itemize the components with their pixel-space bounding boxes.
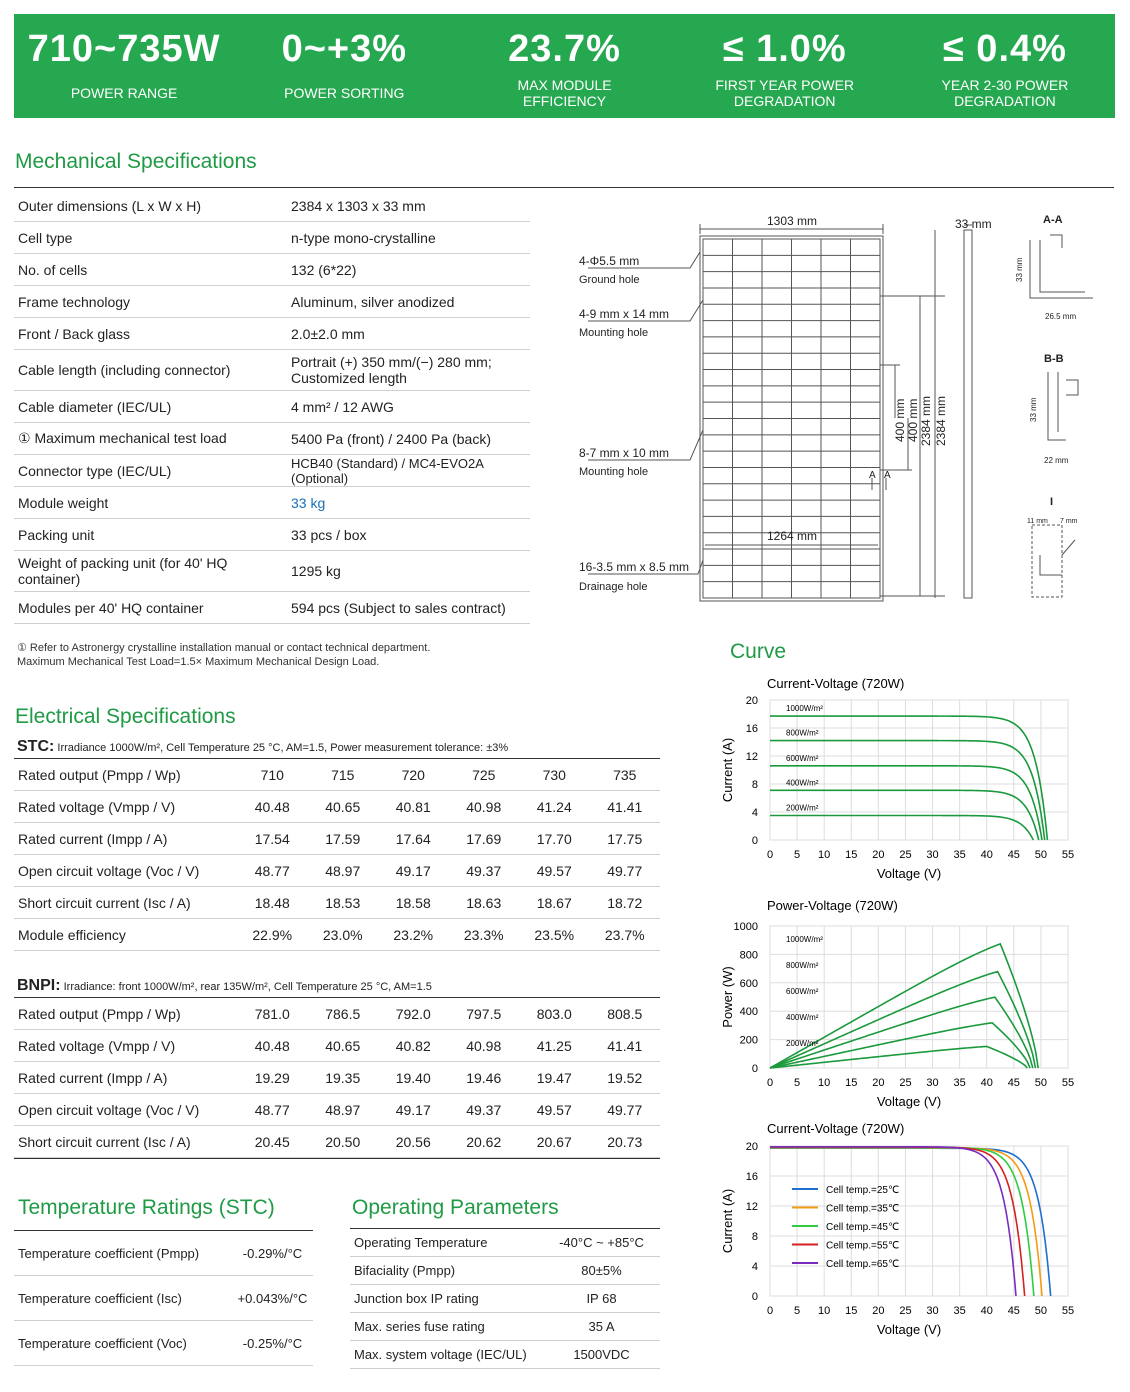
table-row <box>350 1285 660 1313</box>
row-value: 792.0 <box>378 998 449 1030</box>
hole-drainage: 16-3.5 mm x 8.5 mm <box>579 560 690 574</box>
row-value: 40.98 <box>449 1030 520 1062</box>
row-value: 781.0 <box>237 998 308 1030</box>
row-value: 735 <box>590 759 661 791</box>
hole-mounting2: 8-7 mm x 10 mm <box>579 446 670 460</box>
row-value: 40.65 <box>308 1030 379 1062</box>
table-row <box>14 759 660 791</box>
dim-inner: 1264 mm <box>766 529 818 543</box>
row-value: 49.37 <box>449 855 520 887</box>
y-tick-label: 12 <box>745 1201 758 1213</box>
x-tick-label: 35 <box>953 1077 966 1089</box>
x-tick-label: 5 <box>794 1077 801 1089</box>
x-tick-label: 30 <box>926 1077 939 1089</box>
plot-area <box>770 700 1068 840</box>
table-row <box>14 455 530 487</box>
row-value: 1500VDC <box>543 1341 660 1369</box>
row-value: 20.56 <box>378 1126 449 1158</box>
mechanical-title: Mechanical Specifications <box>15 150 257 173</box>
row-label: Short circuit current (Isc / A) <box>14 887 237 919</box>
x-tick-label: 45 <box>1007 1305 1020 1317</box>
legend-label: Cell temp.=45℃ <box>826 1222 900 1233</box>
x-tick-label: 10 <box>818 1305 831 1317</box>
kpi-label: POWER SORTING <box>284 85 405 101</box>
row-value: 17.64 <box>378 823 449 855</box>
x-tick-label: 20 <box>872 1077 885 1089</box>
series-label: 600W/m² <box>786 753 819 763</box>
row-value: n-type mono-crystalline <box>287 222 530 254</box>
temperature-table <box>14 1231 313 1366</box>
row-label: Temperature coefficient (Voc) <box>14 1321 232 1366</box>
row-value: 20.50 <box>308 1126 379 1158</box>
y-axis-label: Current (A) <box>720 1188 735 1254</box>
y-tick-label: 8 <box>751 1231 758 1243</box>
kpi-value: 0~+3% <box>281 28 408 70</box>
dim-2384b: 2384 mm <box>934 395 948 446</box>
row-value: 19.35 <box>308 1062 379 1094</box>
section-aa: A-A <box>1043 214 1063 226</box>
x-tick-label: 55 <box>1061 849 1075 861</box>
row-value: 49.17 <box>378 855 449 887</box>
hole-mounting2-sub: Mounting hole <box>579 466 649 478</box>
table-row <box>14 1321 313 1366</box>
y-tick-label: 4 <box>751 807 758 819</box>
chart-title: Power-Voltage (720W) <box>767 898 898 913</box>
footnote-1: ① Refer to Astronergy crystalline installation manual or contact technical department. <box>17 642 431 654</box>
row-value: -0.25%/°C <box>232 1321 313 1366</box>
x-tick-label: 0 <box>766 1305 774 1317</box>
row-label: Temperature coefficient (Pmpp) <box>14 1231 232 1276</box>
row-value: 48.97 <box>308 855 379 887</box>
x-tick-label: 25 <box>899 1305 912 1317</box>
kpi-label: FIRST YEAR POWER DEGRADATION <box>715 77 855 109</box>
x-tick-label: 45 <box>1007 1077 1020 1089</box>
row-value: 18.63 <box>449 887 520 919</box>
dim-400a: 400 mm <box>893 398 907 442</box>
row-value: 33 pcs / box <box>287 519 530 551</box>
chart-title: Current-Voltage (720W) <box>767 676 905 691</box>
kpi-label: POWER RANGE <box>70 85 178 101</box>
row-value: 40.65 <box>308 791 379 823</box>
row-label: Rated output (Pmpp / Wp) <box>14 759 237 791</box>
table-row <box>14 391 530 423</box>
hole-ground-sub: Ground hole <box>579 274 640 286</box>
row-label: Frame technology <box>14 286 287 318</box>
table-row <box>14 519 530 551</box>
row-value: IP 68 <box>543 1285 660 1313</box>
section-i: I <box>1050 496 1054 508</box>
table-row <box>14 286 530 318</box>
dim-width: 1303 mm <box>766 214 818 228</box>
row-label: Rated current (Impp / A) <box>14 823 237 855</box>
row-label: Short circuit current (Isc / A) <box>14 1126 237 1158</box>
table-row <box>14 1062 660 1094</box>
row-value: 41.25 <box>519 1030 590 1062</box>
row-value: 730 <box>519 759 590 791</box>
bnpi-sub: Irradiance: front 1000W/m², rear 135W/m², Cell Temperature 25 °C, AM=1.5 <box>60 981 432 993</box>
y-tick-label: 8 <box>751 779 758 791</box>
row-value: 803.0 <box>519 998 590 1030</box>
electrical-title: Electrical Specifications <box>15 705 236 728</box>
y-tick-label: 20 <box>745 1141 758 1153</box>
row-value: 19.52 <box>590 1062 661 1094</box>
kpi-1 <box>234 14 454 118</box>
row-label: No. of cells <box>14 254 287 286</box>
row-value: 40.98 <box>449 791 520 823</box>
aa-height: 33 mm <box>1015 257 1024 282</box>
y-tick-label: 200 <box>739 1034 758 1047</box>
operating-table <box>350 1229 660 1369</box>
section-a-left: A <box>869 470 876 481</box>
row-value: 19.47 <box>519 1062 590 1094</box>
row-value: 40.82 <box>378 1030 449 1062</box>
x-tick-label: 40 <box>980 1077 993 1089</box>
series-label: 400W/m² <box>786 778 819 788</box>
row-value: 18.67 <box>519 887 590 919</box>
row-value: 19.46 <box>449 1062 520 1094</box>
kpi-2 <box>454 14 674 118</box>
aa-width: 26.5 mm <box>1045 312 1077 321</box>
row-label: Max. series fuse rating <box>350 1313 543 1341</box>
bb-width: 22 mm <box>1044 456 1069 465</box>
row-label: Connector type (IEC/UL) <box>14 455 287 487</box>
row-value: 17.70 <box>519 823 590 855</box>
row-label: Max. system voltage (IEC/UL) <box>350 1341 543 1369</box>
row-value: 18.58 <box>378 887 449 919</box>
kpi-0 <box>14 14 234 118</box>
row-value: 18.48 <box>237 887 308 919</box>
row-value: 48.97 <box>308 1094 379 1126</box>
row-label: Rated voltage (Vmpp / V) <box>14 1030 237 1062</box>
x-tick-label: 10 <box>818 1077 831 1089</box>
row-value: 23.3% <box>449 919 520 951</box>
table-row <box>14 487 530 519</box>
row-value: 20.45 <box>237 1126 308 1158</box>
row-value: -0.29%/°C <box>232 1231 313 1276</box>
row-value: 49.57 <box>519 855 590 887</box>
table-row <box>14 887 660 919</box>
x-tick-label: 40 <box>980 849 993 861</box>
table-row <box>14 423 530 455</box>
row-value: 786.5 <box>308 998 379 1030</box>
x-tick-label: 0 <box>766 849 774 861</box>
x-tick-label: 5 <box>794 849 801 861</box>
row-value: Portrait (+) 350 mm/(−) 280 mm; Customized length <box>287 350 530 391</box>
x-tick-label: 15 <box>845 849 858 861</box>
y-tick-label: 16 <box>745 1171 758 1183</box>
row-value: 49.77 <box>590 855 661 887</box>
table-row <box>14 855 660 887</box>
row-value: 4 mm² / 12 AWG <box>287 391 530 423</box>
bnpi-table <box>14 998 660 1158</box>
table-row <box>14 350 530 391</box>
row-value: 725 <box>449 759 520 791</box>
section-bb: B-B <box>1044 353 1064 365</box>
table-row <box>14 190 530 222</box>
x-axis-label: Voltage (V) <box>876 1322 942 1337</box>
y-tick-label: 0 <box>751 835 758 847</box>
i-dim-a: 11 mm <box>1027 518 1048 525</box>
kpi-4 <box>895 14 1115 118</box>
table-row <box>14 551 530 592</box>
row-value: 33 kg <box>287 487 530 519</box>
y-tick-label: 12 <box>745 751 758 763</box>
table-row <box>14 1276 313 1321</box>
row-value: 49.17 <box>378 1094 449 1126</box>
x-tick-label: 25 <box>899 849 912 861</box>
row-value: HCB40 (Standard) / MC4-EVO2A (Optional) <box>287 455 530 487</box>
row-label: Rated voltage (Vmpp / V) <box>14 791 237 823</box>
kpi-label: YEAR 2-30 POWER DEGRADATION <box>941 77 1069 109</box>
x-tick-label: 15 <box>845 1077 858 1089</box>
row-value: 40.48 <box>237 1030 308 1062</box>
row-label: Junction box IP rating <box>350 1285 543 1313</box>
x-tick-label: 25 <box>899 1077 912 1089</box>
table-row <box>14 1126 660 1158</box>
y-tick-label: 600 <box>739 977 758 990</box>
kpi-3 <box>675 14 895 118</box>
row-value: 18.53 <box>308 887 379 919</box>
dim-400b: 400 mm <box>906 398 920 442</box>
row-value: 35 A <box>543 1313 660 1341</box>
bnpi-head: BNPI: <box>17 977 61 994</box>
row-label: Front / Back glass <box>14 318 287 350</box>
row-label: Module efficiency <box>14 919 237 951</box>
row-value: 41.41 <box>590 1030 661 1062</box>
table-row <box>350 1229 660 1257</box>
row-value: 48.77 <box>237 855 308 887</box>
x-axis-label: Voltage (V) <box>876 1094 942 1109</box>
row-value: 2.0±2.0 mm <box>287 318 530 350</box>
key-metrics-banner <box>14 14 1115 118</box>
row-value: 23.5% <box>519 919 590 951</box>
row-value: 594 pcs (Subject to sales contract) <box>287 592 530 624</box>
stc-sub: Irradiance 1000W/m², Cell Temperature 25 °C, AM=1.5, Power measurement tolerance: ±3% <box>54 742 509 754</box>
row-value: 18.72 <box>590 887 661 919</box>
row-label: Open circuit voltage (Voc / V) <box>14 1094 237 1126</box>
series-label: 1000W/m² <box>786 704 823 714</box>
x-tick-label: 30 <box>926 1305 939 1317</box>
row-value: 808.5 <box>590 998 661 1030</box>
row-value: 23.2% <box>378 919 449 951</box>
x-tick-label: 50 <box>1034 1305 1048 1317</box>
row-value: 40.48 <box>237 791 308 823</box>
row-value: 41.24 <box>519 791 590 823</box>
series-line <box>770 1148 1042 1296</box>
row-value: 22.9% <box>237 919 308 951</box>
series-label: 200W/m² <box>786 803 819 813</box>
row-value: 20.62 <box>449 1126 520 1158</box>
temperature-title: Temperature Ratings (STC) <box>18 1196 275 1219</box>
row-value: 17.75 <box>590 823 661 855</box>
row-value: 17.59 <box>308 823 379 855</box>
i-dim-b: 7 mm <box>1060 518 1078 525</box>
x-tick-label: 15 <box>845 1305 858 1317</box>
table-row <box>14 998 660 1030</box>
kpi-value: 23.7% <box>508 28 621 70</box>
module-drawing <box>570 205 1110 615</box>
kpi-value: ≤ 1.0% <box>722 28 847 70</box>
kpi-value: 710~735W <box>27 28 221 70</box>
series-label: 600W/m² <box>786 987 819 996</box>
row-label: Bifaciality (Pmpp) <box>350 1257 543 1285</box>
x-tick-label: 5 <box>794 1305 801 1317</box>
dim-thick: 33 mm <box>955 217 992 231</box>
row-label: Temperature coefficient (Isc) <box>14 1276 232 1321</box>
row-value: 132 (6*22) <box>287 254 530 286</box>
x-tick-label: 35 <box>953 849 966 861</box>
row-label: ① Maximum mechanical test load <box>14 423 287 455</box>
row-value: 20.67 <box>519 1126 590 1158</box>
divider <box>14 187 1114 188</box>
y-tick-label: 400 <box>739 1006 758 1019</box>
footnote <box>17 641 430 669</box>
series-label: 1000W/m² <box>786 935 823 944</box>
hole-ground: 4-Φ5.5 mm <box>579 254 640 268</box>
curve-charts <box>700 665 1120 1355</box>
row-label: Cable diameter (IEC/UL) <box>14 391 287 423</box>
stc-head: STC: <box>17 738 55 755</box>
x-tick-label: 10 <box>818 849 831 861</box>
x-tick-label: 50 <box>1034 1077 1048 1089</box>
row-value: +0.043%/°C <box>232 1276 313 1321</box>
x-tick-label: 20 <box>872 1305 885 1317</box>
row-label: Outer dimensions (L x W x H) <box>14 190 287 222</box>
section-a-right: A <box>884 470 891 481</box>
kpi-value: ≤ 0.4% <box>942 28 1067 70</box>
series-line <box>770 816 1033 841</box>
table-row <box>14 919 660 951</box>
series-line <box>770 997 1033 1068</box>
table-row <box>14 1094 660 1126</box>
x-tick-label: 55 <box>1061 1305 1075 1317</box>
row-value: 23.0% <box>308 919 379 951</box>
row-label: Modules per 40' HQ container <box>14 592 287 624</box>
table-row <box>14 1231 313 1276</box>
row-value: 80±5% <box>543 1257 660 1285</box>
operating-title: Operating Parameters <box>352 1196 559 1219</box>
hole-mounting1-sub: Mounting hole <box>579 327 649 339</box>
series-label: 400W/m² <box>786 1013 819 1022</box>
table-row <box>14 222 530 254</box>
y-tick-label: 800 <box>739 949 758 962</box>
table-row <box>350 1313 660 1341</box>
row-value: 19.40 <box>378 1062 449 1094</box>
hole-drainage-sub: Drainage hole <box>579 581 648 593</box>
row-value: 48.77 <box>237 1094 308 1126</box>
kpi-label: MAX MODULE EFFICIENCY <box>517 77 612 109</box>
table-row <box>14 791 660 823</box>
row-label: Cable length (including connector) <box>14 350 287 391</box>
y-tick-label: 16 <box>745 723 758 735</box>
row-label: Weight of packing unit (for 40' HQ container) <box>14 551 287 592</box>
row-value: 19.29 <box>237 1062 308 1094</box>
y-tick-label: 0 <box>751 1291 758 1303</box>
series-label: 800W/m² <box>786 728 819 738</box>
y-tick-label: 20 <box>745 695 758 707</box>
y-tick-label: 1000 <box>733 921 758 933</box>
bb-height: 33 mm <box>1029 397 1038 422</box>
row-value: 5400 Pa (front) / 2400 Pa (back) <box>287 423 530 455</box>
row-value: 715 <box>308 759 379 791</box>
y-axis-label: Current (A) <box>720 737 735 803</box>
row-value: 17.54 <box>237 823 308 855</box>
series-line <box>770 1046 1027 1068</box>
hole-mounting1: 4-9 mm x 14 mm <box>579 307 670 321</box>
row-label: Packing unit <box>14 519 287 551</box>
legend-label: Cell temp.=35℃ <box>826 1203 900 1215</box>
x-tick-label: 35 <box>953 1305 966 1317</box>
row-value: -40°C ~ +85°C <box>543 1229 660 1257</box>
series-label: 200W/m² <box>786 1039 819 1048</box>
table-row <box>14 318 530 350</box>
bnpi-conditions <box>17 977 432 995</box>
footnote-2: Maximum Mechanical Test Load=1.5× Maximum Mechanical Design Load. <box>17 656 380 668</box>
table-row <box>14 1030 660 1062</box>
row-value: 797.5 <box>449 998 520 1030</box>
stc-conditions <box>17 738 508 756</box>
row-label: Rated output (Pmpp / Wp) <box>14 998 237 1030</box>
row-value: 41.41 <box>590 791 661 823</box>
curve-title: Curve <box>730 640 787 663</box>
row-value: Aluminum, silver anodized <box>287 286 530 318</box>
row-value: 1295 kg <box>287 551 530 592</box>
table-row <box>14 592 530 624</box>
x-axis-label: Voltage (V) <box>876 866 942 881</box>
legend-label: Cell temp.=55℃ <box>826 1240 900 1252</box>
row-value: 2384 x 1303 x 33 mm <box>287 190 530 222</box>
series-label: 800W/m² <box>786 961 819 970</box>
x-tick-label: 0 <box>766 1077 774 1089</box>
row-value: 23.7% <box>590 919 661 951</box>
row-value: 720 <box>378 759 449 791</box>
row-label: Open circuit voltage (Voc / V) <box>14 855 237 887</box>
row-value: 710 <box>237 759 308 791</box>
row-value: 49.37 <box>449 1094 520 1126</box>
row-label: Cell type <box>14 222 287 254</box>
row-value: 49.57 <box>519 1094 590 1126</box>
x-tick-label: 30 <box>926 849 939 861</box>
x-tick-label: 55 <box>1061 1077 1075 1089</box>
table-row <box>14 823 660 855</box>
legend-label: Cell temp.=25℃ <box>826 1185 900 1196</box>
table-row <box>350 1341 660 1369</box>
row-label: Rated current (Impp / A) <box>14 1062 237 1094</box>
mechanical-table <box>14 190 530 624</box>
row-value: 40.81 <box>378 791 449 823</box>
table-row <box>14 254 530 286</box>
dim-2384a: 2384 mm <box>919 395 933 446</box>
x-tick-label: 50 <box>1034 849 1048 861</box>
table-row <box>350 1257 660 1285</box>
row-value: 17.69 <box>449 823 520 855</box>
x-tick-label: 45 <box>1007 849 1020 861</box>
x-tick-label: 40 <box>980 1305 993 1317</box>
chart-title: Current-Voltage (720W) <box>767 1121 905 1136</box>
legend-label: Cell temp.=65℃ <box>826 1259 900 1270</box>
row-label: Operating Temperature <box>350 1229 543 1257</box>
y-axis-label: Power (W) <box>720 966 735 1028</box>
y-tick-label: 4 <box>751 1261 758 1273</box>
stc-table <box>14 759 660 951</box>
divider <box>14 1158 660 1159</box>
y-tick-label: 0 <box>751 1063 758 1075</box>
row-value: 49.77 <box>590 1094 661 1126</box>
x-tick-label: 20 <box>872 849 885 861</box>
row-value: 20.73 <box>590 1126 661 1158</box>
row-label: Module weight <box>14 487 287 519</box>
